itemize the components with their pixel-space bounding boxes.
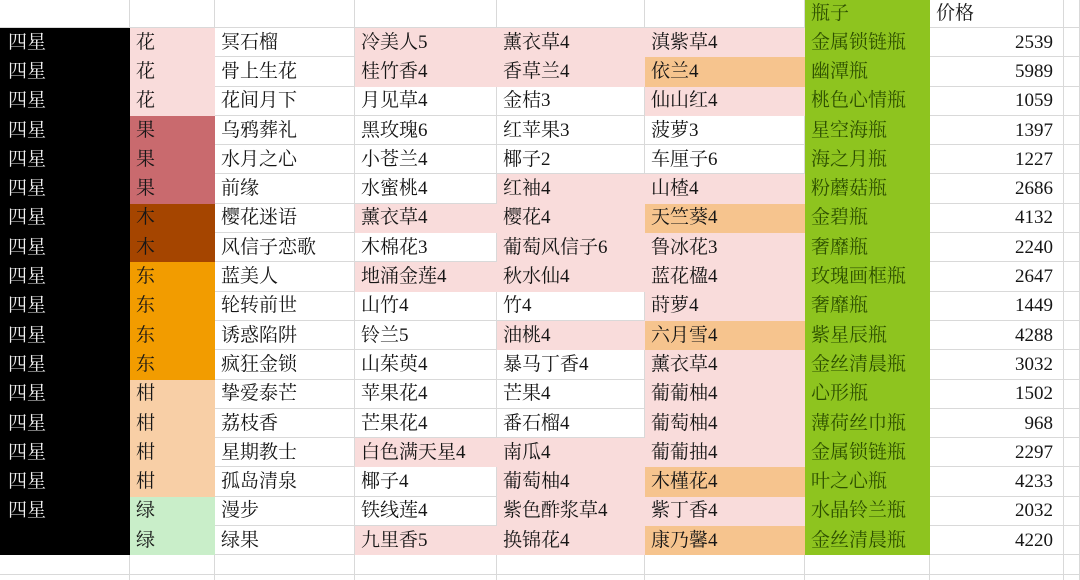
star-cell[interactable]: 四星 [0,262,130,291]
material-cell[interactable]: 滇紫草4 [645,28,805,57]
recipe-name-cell[interactable]: 星期教士 [215,438,355,467]
price-cell[interactable]: 1059 [930,87,1064,116]
price-cell[interactable]: 2240 [930,233,1064,262]
material-cell[interactable]: 莳萝4 [645,292,805,321]
recipe-name-cell[interactable]: 风信子恋歌 [215,233,355,262]
category-cell[interactable]: 东 [130,350,215,379]
recipe-name-cell[interactable]: 花间月下 [215,87,355,116]
bottle-cell[interactable]: 金属锁链瓶 [805,28,930,57]
material-cell[interactable]: 菠萝3 [645,116,805,145]
recipe-name-cell[interactable]: 孤岛清泉 [215,467,355,496]
material-cell[interactable]: 葡萄柚4 [645,409,805,438]
material-cell[interactable]: 山楂4 [645,174,805,203]
material-cell[interactable]: 换锦花4 [497,526,645,555]
recipe-name-cell[interactable]: 荔枝香 [215,409,355,438]
edge-cell [1064,28,1080,57]
material-cell[interactable]: 番石榴4 [497,409,645,438]
material-cell[interactable]: 桂竹香4 [355,57,497,86]
price-cell[interactable]: 4288 [930,321,1064,350]
material-cell[interactable]: 山茱萸4 [355,350,497,379]
bottle-cell[interactable]: 奢靡瓶 [805,233,930,262]
material-cell[interactable]: 天竺葵4 [645,204,805,233]
recipe-name-cell[interactable]: 挚爱泰芒 [215,380,355,409]
bottle-cell[interactable]: 水晶铃兰瓶 [805,497,930,526]
empty-cell [130,555,215,575]
bottle-cell[interactable]: 金丝清晨瓶 [805,350,930,379]
empty-cell [805,575,930,580]
recipe-name-cell[interactable]: 水月之心 [215,145,355,174]
category-cell[interactable]: 花 [130,28,215,57]
edge-cell [1064,145,1080,174]
star-cell[interactable]: 四星 [0,204,130,233]
header-empty-cell[interactable] [0,0,130,28]
category-cell[interactable]: 柑 [130,438,215,467]
edge-cell [1064,262,1080,291]
price-cell[interactable]: 4220 [930,526,1064,555]
material-cell[interactable]: 香草兰4 [497,57,645,86]
bottle-cell[interactable]: 桃色心情瓶 [805,87,930,116]
material-cell[interactable]: 紫色酢浆草4 [497,497,645,526]
material-cell[interactable]: 六月雪4 [645,321,805,350]
category-cell[interactable]: 木 [130,204,215,233]
star-cell[interactable]: 四星 [0,28,130,57]
price-cell[interactable]: 2297 [930,438,1064,467]
star-cell[interactable]: 四星 [0,292,130,321]
material-cell[interactable]: 水蜜桃4 [355,174,497,203]
star-cell[interactable]: 四星 [0,380,130,409]
category-cell[interactable]: 柑 [130,467,215,496]
material-cell[interactable]: 葡葡柚4 [645,380,805,409]
category-cell[interactable]: 东 [130,262,215,291]
edge-cell [1064,233,1080,262]
recipe-name-cell[interactable]: 诱惑陷阱 [215,321,355,350]
empty-cell [215,555,355,575]
material-cell[interactable]: 葡葡抽4 [645,438,805,467]
price-cell[interactable]: 1502 [930,380,1064,409]
material-cell[interactable]: 薰衣草4 [355,204,497,233]
header-empty-cell[interactable] [355,0,497,28]
material-cell[interactable]: 山竹4 [355,292,497,321]
material-cell[interactable]: 椰子2 [497,145,645,174]
bottle-cell[interactable]: 玫瑰画框瓶 [805,262,930,291]
edge-cell [1064,57,1080,86]
edge-cell [1064,526,1080,555]
material-cell[interactable]: 油桃4 [497,321,645,350]
edge-cell [1064,380,1080,409]
header-empty-cell[interactable] [215,0,355,28]
edge-cell [1064,497,1080,526]
recipe-name-cell[interactable]: 冥石榴 [215,28,355,57]
edge-cell [1064,438,1080,467]
edge-cell [1064,204,1080,233]
edge-cell [1064,292,1080,321]
material-cell[interactable]: 暴马丁香4 [497,350,645,379]
star-cell[interactable]: 四星 [0,233,130,262]
empty-cell [130,575,215,580]
edge-cell [1064,174,1080,203]
material-cell[interactable]: 铁线莲4 [355,497,497,526]
bottle-cell[interactable]: 紫星辰瓶 [805,321,930,350]
recipe-name-cell[interactable]: 绿果 [215,526,355,555]
material-cell[interactable]: 葡萄风信子6 [497,233,645,262]
star-cell[interactable]: 四星 [0,350,130,379]
price-cell[interactable]: 1397 [930,116,1064,145]
header-empty-cell[interactable] [497,0,645,28]
recipe-name-cell[interactable]: 轮转前世 [215,292,355,321]
empty-cell [355,575,497,580]
empty-cell [1064,575,1080,580]
bottle-cell[interactable]: 粉蘑菇瓶 [805,174,930,203]
bottle-cell[interactable]: 金丝清晨瓶 [805,526,930,555]
recipe-name-cell[interactable]: 疯狂金锁 [215,350,355,379]
edge-cell [1064,87,1080,116]
bottle-cell[interactable]: 金属锁链瓶 [805,438,930,467]
material-cell[interactable]: 康乃馨4 [645,526,805,555]
empty-cell [805,555,930,575]
material-cell[interactable]: 红苹果3 [497,116,645,145]
bottle-cell[interactable]: 叶之心瓶 [805,467,930,496]
star-cell[interactable]: 四星 [0,87,130,116]
empty-cell [1064,555,1080,575]
material-cell[interactable]: 红袖4 [497,174,645,203]
category-cell[interactable]: 绿 [130,497,215,526]
star-cell[interactable]: 四星 [0,145,130,174]
empty-cell [645,575,805,580]
price-cell[interactable]: 5989 [930,57,1064,86]
price-cell[interactable]: 2686 [930,174,1064,203]
star-cell[interactable]: 四星 [0,467,130,496]
price-cell[interactable]: 968 [930,409,1064,438]
material-cell[interactable]: 黑玫瑰6 [355,116,497,145]
price-cell[interactable]: 2539 [930,28,1064,57]
recipe-name-cell[interactable]: 骨上生花 [215,57,355,86]
empty-cell [0,555,130,575]
category-cell[interactable]: 花 [130,57,215,86]
material-cell[interactable]: 仙山红4 [645,87,805,116]
edge-cell [1064,409,1080,438]
edge-cell [1064,321,1080,350]
star-cell[interactable] [0,526,130,555]
category-cell[interactable]: 柑 [130,409,215,438]
material-cell[interactable]: 椰子4 [355,467,497,496]
category-cell[interactable]: 果 [130,116,215,145]
empty-cell [930,555,1064,575]
header-empty-cell[interactable] [645,0,805,28]
empty-cell [355,555,497,575]
material-cell[interactable]: 冷美人5 [355,28,497,57]
bottle-cell[interactable]: 金碧瓶 [805,204,930,233]
category-cell[interactable]: 果 [130,145,215,174]
material-cell[interactable]: 葡萄柚4 [497,467,645,496]
material-cell[interactable]: 薰衣草4 [645,350,805,379]
star-cell[interactable]: 四星 [0,497,130,526]
category-cell[interactable]: 果 [130,174,215,203]
price-cell[interactable]: 4233 [930,467,1064,496]
material-cell[interactable]: 竹4 [497,292,645,321]
price-cell[interactable]: 2647 [930,262,1064,291]
edge-cell [1064,350,1080,379]
material-cell[interactable]: 小苍兰4 [355,145,497,174]
material-cell[interactable]: 地涌金莲4 [355,262,497,291]
category-cell[interactable]: 木 [130,233,215,262]
category-cell[interactable]: 绿 [130,526,215,555]
header-bottle-cell[interactable]: 瓶子 [805,0,930,28]
material-cell[interactable]: 鲁冰花3 [645,233,805,262]
bottle-cell[interactable]: 奢靡瓶 [805,292,930,321]
empty-cell [215,575,355,580]
material-cell[interactable]: 樱花4 [497,204,645,233]
price-cell[interactable]: 4132 [930,204,1064,233]
material-cell[interactable]: 南瓜4 [497,438,645,467]
empty-cell [930,575,1064,580]
material-cell[interactable]: 依兰4 [645,57,805,86]
edge-cell [1064,467,1080,496]
material-cell[interactable]: 秋水仙4 [497,262,645,291]
material-cell[interactable]: 车厘子6 [645,145,805,174]
star-cell[interactable]: 四星 [0,321,130,350]
category-cell[interactable]: 花 [130,87,215,116]
star-cell[interactable]: 四星 [0,409,130,438]
material-cell[interactable]: 九里香5 [355,526,497,555]
star-cell[interactable]: 四星 [0,57,130,86]
recipe-name-cell[interactable]: 樱花迷语 [215,204,355,233]
material-cell[interactable]: 芒果4 [497,380,645,409]
material-cell[interactable]: 苹果花4 [355,380,497,409]
header-price-cell[interactable]: 价格 [930,0,1064,28]
edge-cell [1064,116,1080,145]
material-cell[interactable]: 月见草4 [355,87,497,116]
material-cell[interactable]: 芒果花4 [355,409,497,438]
empty-cell [497,555,645,575]
header-edge-cell [1064,0,1080,28]
category-cell[interactable]: 东 [130,292,215,321]
bottle-cell[interactable]: 星空海瓶 [805,116,930,145]
empty-cell [497,575,645,580]
material-cell[interactable]: 木槿花4 [645,467,805,496]
star-cell[interactable]: 四星 [0,116,130,145]
material-cell[interactable]: 金桔3 [497,87,645,116]
price-cell[interactable]: 2032 [930,497,1064,526]
recipe-name-cell[interactable]: 蓝美人 [215,262,355,291]
bottle-cell[interactable]: 心形瓶 [805,380,930,409]
material-cell[interactable]: 木棉花3 [355,233,497,262]
recipe-name-cell[interactable]: 乌鸦葬礼 [215,116,355,145]
category-cell[interactable]: 东 [130,321,215,350]
material-cell[interactable]: 蓝花楹4 [645,262,805,291]
category-cell[interactable]: 柑 [130,380,215,409]
material-cell[interactable]: 白色满天星4 [355,438,497,467]
empty-cell [645,555,805,575]
price-cell[interactable]: 3032 [930,350,1064,379]
bottle-cell[interactable]: 薄荷丝巾瓶 [805,409,930,438]
material-cell[interactable]: 铃兰5 [355,321,497,350]
recipe-name-cell[interactable]: 漫步 [215,497,355,526]
material-cell[interactable]: 紫丁香4 [645,497,805,526]
header-empty-cell[interactable] [130,0,215,28]
recipe-name-cell[interactable]: 前缘 [215,174,355,203]
bottle-cell[interactable]: 幽潭瓶 [805,57,930,86]
empty-cell [0,575,130,580]
price-cell[interactable]: 1449 [930,292,1064,321]
star-cell[interactable]: 四星 [0,174,130,203]
price-cell[interactable]: 1227 [930,145,1064,174]
bottle-cell[interactable]: 海之月瓶 [805,145,930,174]
material-cell[interactable]: 薰衣草4 [497,28,645,57]
star-cell[interactable]: 四星 [0,438,130,467]
